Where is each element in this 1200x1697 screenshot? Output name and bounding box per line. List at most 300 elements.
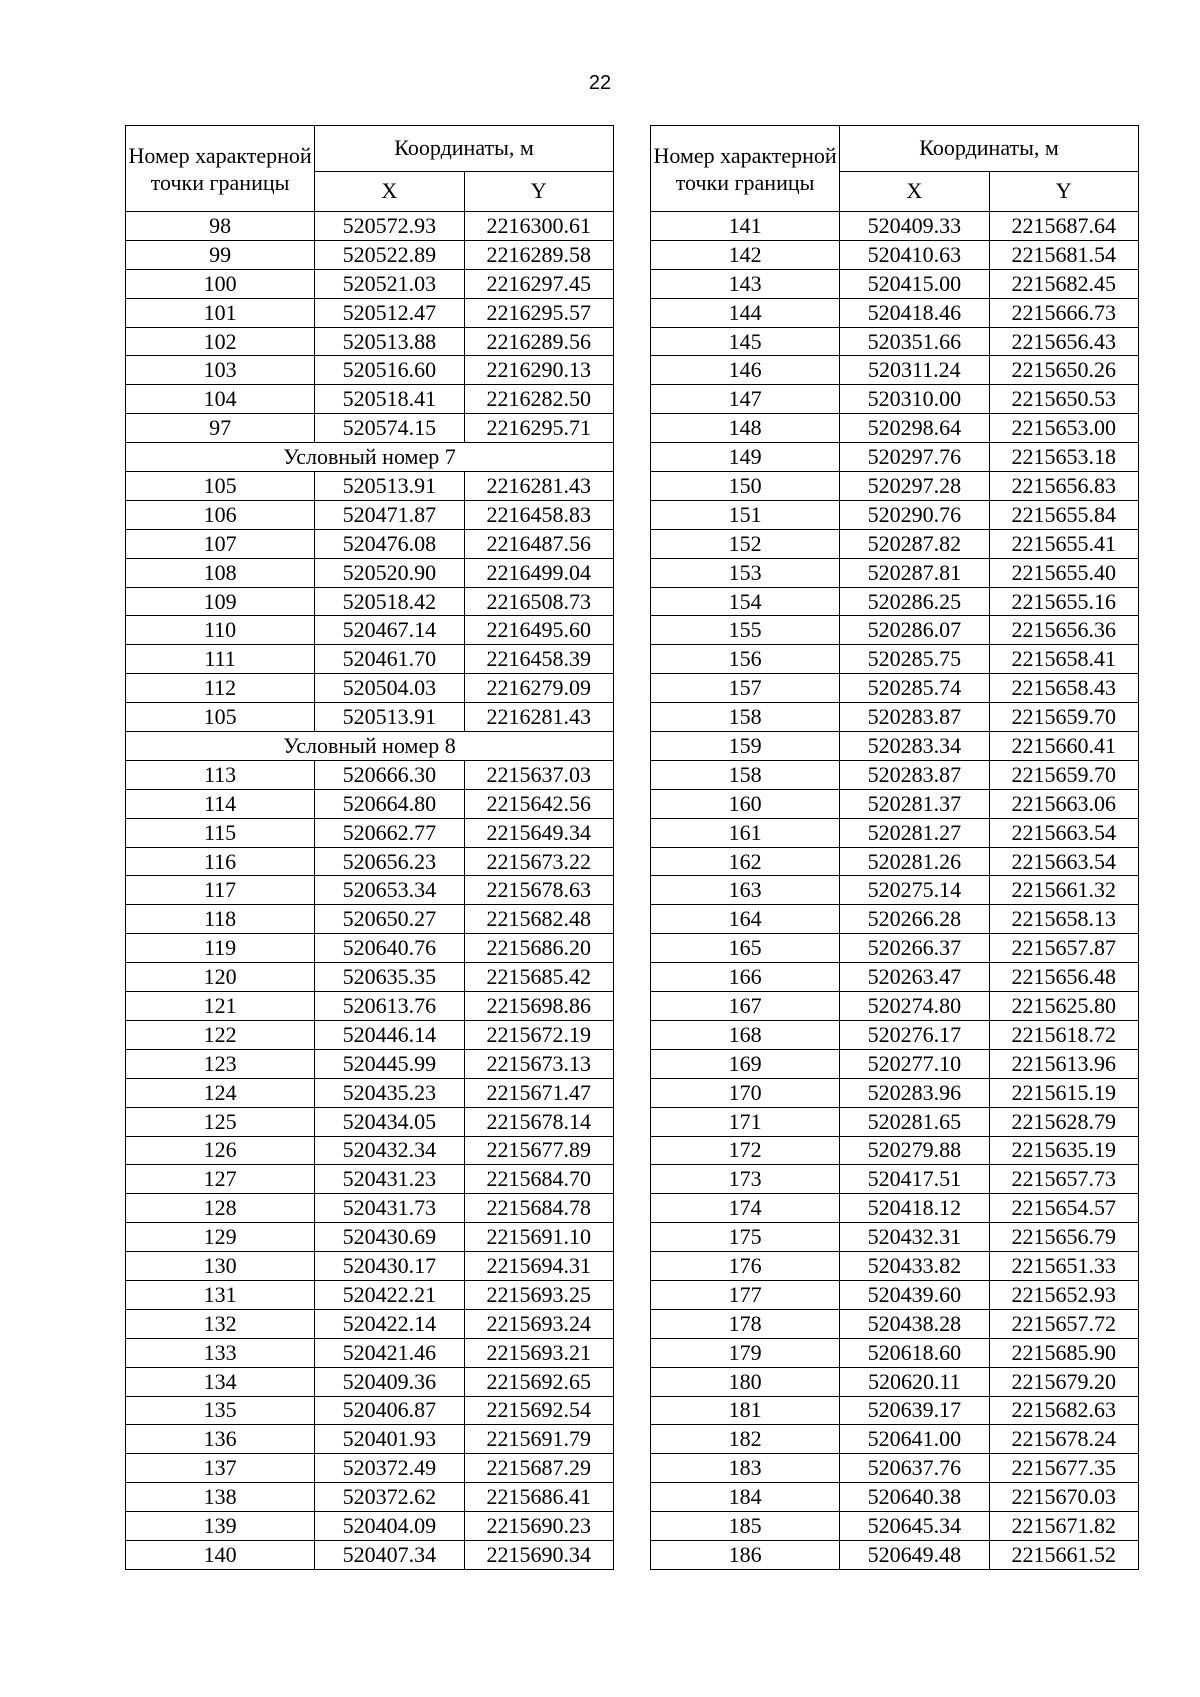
table-row — [651, 327, 1139, 356]
section-row — [126, 732, 614, 761]
table-row — [126, 1396, 614, 1425]
x-coordinate-cell: 520432.31 — [840, 1223, 989, 1252]
table-row — [126, 1367, 614, 1396]
table-row — [651, 1512, 1139, 1541]
y-coordinate-cell: 2215655.41 — [989, 529, 1139, 558]
x-coordinate-cell: 520640.38 — [840, 1483, 989, 1512]
y-coordinate-cell: 2215659.70 — [989, 760, 1139, 789]
y-coordinate-cell: 2215693.24 — [464, 1309, 614, 1338]
table-row — [651, 1107, 1139, 1136]
y-coordinate-cell: 2215682.63 — [989, 1396, 1139, 1425]
point-number-cell: 160 — [651, 789, 840, 818]
y-coordinate-cell: 2216458.39 — [464, 645, 614, 674]
table-row — [651, 385, 1139, 414]
x-coordinate-cell: 520656.23 — [315, 847, 464, 876]
x-coordinate-cell: 520285.74 — [840, 674, 989, 703]
point-number-cell: 186 — [651, 1540, 840, 1569]
table-row — [126, 1165, 614, 1194]
table-row — [651, 732, 1139, 761]
x-coordinate-cell: 520298.64 — [840, 414, 989, 443]
point-number-cell: 162 — [651, 847, 840, 876]
point-number-cell: 135 — [126, 1396, 315, 1425]
point-number-cell: 180 — [651, 1367, 840, 1396]
x-coordinate-cell: 520274.80 — [840, 992, 989, 1021]
y-coordinate-cell: 2215691.10 — [464, 1223, 614, 1252]
table-row — [126, 385, 614, 414]
point-number-cell: 129 — [126, 1223, 315, 1252]
coordinates-body-right — [651, 212, 1139, 1570]
x-coordinate-cell: 520664.80 — [315, 789, 464, 818]
point-number-cell: 156 — [651, 645, 840, 674]
point-number-cell: 182 — [651, 1425, 840, 1454]
x-coordinate-cell: 520279.88 — [840, 1136, 989, 1165]
y-coordinate-cell: 2215690.34 — [464, 1540, 614, 1569]
x-coordinate-cell: 520286.25 — [840, 587, 989, 616]
y-coordinate-cell: 2215679.20 — [989, 1367, 1139, 1396]
y-coordinate-cell: 2215690.23 — [464, 1512, 614, 1541]
point-number-cell: 105 — [126, 703, 315, 732]
point-number-cell: 121 — [126, 992, 315, 1021]
table-row — [651, 1454, 1139, 1483]
x-coordinate-cell: 520311.24 — [840, 356, 989, 385]
x-coordinate-cell: 520574.15 — [315, 414, 464, 443]
x-coordinate-cell: 520287.82 — [840, 529, 989, 558]
x-coordinate-cell: 520281.37 — [840, 789, 989, 818]
point-number-cell: 173 — [651, 1165, 840, 1194]
y-coordinate-cell: 2215692.65 — [464, 1367, 614, 1396]
point-number-cell: 178 — [651, 1309, 840, 1338]
y-coordinate-cell: 2215681.54 — [989, 240, 1139, 269]
table-row — [126, 500, 614, 529]
x-coordinate-cell: 520285.75 — [840, 645, 989, 674]
x-coordinate-cell: 520653.34 — [315, 876, 464, 905]
point-number-header: Номер характерной точки границы — [126, 126, 315, 212]
table-row — [651, 818, 1139, 847]
x-coordinate-cell: 520635.35 — [315, 963, 464, 992]
point-number-cell: 168 — [651, 1020, 840, 1049]
point-number-cell: 169 — [651, 1049, 840, 1078]
point-number-cell: 97 — [126, 414, 315, 443]
y-coordinate-cell: 2215658.43 — [989, 674, 1139, 703]
table-row — [651, 616, 1139, 645]
x-coordinate-cell: 520430.69 — [315, 1223, 464, 1252]
y-coordinate-cell: 2215637.03 — [464, 760, 614, 789]
x-coordinate-cell: 520351.66 — [840, 327, 989, 356]
point-number-cell: 105 — [126, 472, 315, 501]
x-coordinate-cell: 520641.00 — [840, 1425, 989, 1454]
coordinates-header: Координаты, м — [315, 126, 614, 172]
y-coordinate-cell: 2215660.41 — [989, 732, 1139, 761]
table-row — [126, 789, 614, 818]
table-row — [651, 472, 1139, 501]
point-number-cell: 132 — [126, 1309, 315, 1338]
point-number-cell: 109 — [126, 587, 315, 616]
table-row — [651, 1540, 1139, 1569]
y-coordinate-cell: 2215653.00 — [989, 414, 1139, 443]
x-coordinate-cell: 520512.47 — [315, 298, 464, 327]
point-number-cell: 136 — [126, 1425, 315, 1454]
point-number-cell: 134 — [126, 1367, 315, 1396]
point-number-cell: 127 — [126, 1165, 315, 1194]
x-coordinate-cell: 520513.88 — [315, 327, 464, 356]
y-coordinate-cell: 2215673.13 — [464, 1049, 614, 1078]
x-coordinate-cell: 520404.09 — [315, 1512, 464, 1541]
x-coordinate-cell: 520438.28 — [840, 1309, 989, 1338]
x-coordinate-cell: 520401.93 — [315, 1425, 464, 1454]
x-header: X — [315, 171, 464, 211]
x-coordinate-cell: 520287.81 — [840, 558, 989, 587]
x-header: X — [840, 171, 989, 211]
y-coordinate-cell: 2215670.03 — [989, 1483, 1139, 1512]
table-row — [126, 992, 614, 1021]
y-coordinate-cell: 2216279.09 — [464, 674, 614, 703]
section-title: Условный номер 8 — [126, 732, 614, 761]
y-coordinate-cell: 2215661.52 — [989, 1540, 1139, 1569]
x-coordinate-cell: 520435.23 — [315, 1078, 464, 1107]
point-number-cell: 145 — [651, 327, 840, 356]
y-coordinate-cell: 2216289.56 — [464, 327, 614, 356]
point-number-cell: 164 — [651, 905, 840, 934]
x-coordinate-cell: 520281.26 — [840, 847, 989, 876]
table-row — [651, 1136, 1139, 1165]
table-row — [126, 212, 614, 241]
y-coordinate-cell: 2215654.57 — [989, 1194, 1139, 1223]
table-row — [651, 414, 1139, 443]
x-coordinate-cell: 520513.91 — [315, 703, 464, 732]
table-row — [651, 269, 1139, 298]
y-coordinate-cell: 2215628.79 — [989, 1107, 1139, 1136]
table-row — [126, 1512, 614, 1541]
y-coordinate-cell: 2215650.53 — [989, 385, 1139, 414]
table-row — [126, 529, 614, 558]
x-coordinate-cell: 520618.60 — [840, 1338, 989, 1367]
point-number-cell: 125 — [126, 1107, 315, 1136]
x-coordinate-cell: 520572.93 — [315, 212, 464, 241]
x-coordinate-cell: 520310.00 — [840, 385, 989, 414]
table-row — [126, 1049, 614, 1078]
table-row — [651, 789, 1139, 818]
y-coordinate-cell: 2216295.57 — [464, 298, 614, 327]
table-row — [651, 1165, 1139, 1194]
point-number-cell: 101 — [126, 298, 315, 327]
point-number-cell: 151 — [651, 500, 840, 529]
x-coordinate-cell: 520476.08 — [315, 529, 464, 558]
point-number-cell: 165 — [651, 934, 840, 963]
table-row — [126, 616, 614, 645]
point-number-cell: 174 — [651, 1194, 840, 1223]
table-row — [651, 963, 1139, 992]
x-coordinate-cell: 520422.14 — [315, 1309, 464, 1338]
x-coordinate-cell: 520266.37 — [840, 934, 989, 963]
point-number-cell: 142 — [651, 240, 840, 269]
point-number-cell: 177 — [651, 1280, 840, 1309]
y-coordinate-cell: 2216295.71 — [464, 414, 614, 443]
point-number-cell: 141 — [651, 212, 840, 241]
point-number-cell: 103 — [126, 356, 315, 385]
y-coordinate-cell: 2215671.47 — [464, 1078, 614, 1107]
table-row — [126, 645, 614, 674]
y-coordinate-cell: 2215682.45 — [989, 269, 1139, 298]
y-coordinate-cell: 2216458.83 — [464, 500, 614, 529]
table-row — [651, 443, 1139, 472]
x-coordinate-cell: 520422.21 — [315, 1280, 464, 1309]
point-number-cell: 143 — [651, 269, 840, 298]
point-number-cell: 138 — [126, 1483, 315, 1512]
x-coordinate-cell: 520522.89 — [315, 240, 464, 269]
point-number-cell: 159 — [651, 732, 840, 761]
table-row — [651, 1280, 1139, 1309]
y-coordinate-cell: 2216499.04 — [464, 558, 614, 587]
y-coordinate-cell: 2215678.14 — [464, 1107, 614, 1136]
y-coordinate-cell: 2215651.33 — [989, 1252, 1139, 1281]
table-row — [126, 414, 614, 443]
y-coordinate-cell: 2215685.42 — [464, 963, 614, 992]
x-coordinate-cell: 520434.05 — [315, 1107, 464, 1136]
y-coordinate-cell: 2215692.54 — [464, 1396, 614, 1425]
x-coordinate-cell: 520283.96 — [840, 1078, 989, 1107]
table-row — [651, 876, 1139, 905]
point-number-cell: 152 — [651, 529, 840, 558]
point-number-cell: 130 — [126, 1252, 315, 1281]
x-coordinate-cell: 520431.23 — [315, 1165, 464, 1194]
table-row — [651, 1338, 1139, 1367]
x-coordinate-cell: 520281.27 — [840, 818, 989, 847]
point-number-cell: 163 — [651, 876, 840, 905]
point-number-cell: 185 — [651, 1512, 840, 1541]
table-row — [126, 703, 614, 732]
point-number-cell: 161 — [651, 818, 840, 847]
x-coordinate-cell: 520297.28 — [840, 472, 989, 501]
y-coordinate-cell: 2215659.70 — [989, 703, 1139, 732]
point-number-cell: 119 — [126, 934, 315, 963]
table-row — [651, 240, 1139, 269]
table-row — [651, 587, 1139, 616]
table-row — [126, 1540, 614, 1569]
x-coordinate-cell: 520662.77 — [315, 818, 464, 847]
y-coordinate-cell: 2216290.13 — [464, 356, 614, 385]
point-number-cell: 176 — [651, 1252, 840, 1281]
x-coordinate-cell: 520666.30 — [315, 760, 464, 789]
y-coordinate-cell: 2215657.73 — [989, 1165, 1139, 1194]
point-number-cell: 150 — [651, 472, 840, 501]
page-number: 22 — [588, 72, 612, 94]
x-coordinate-cell: 520518.41 — [315, 385, 464, 414]
y-coordinate-cell: 2215661.32 — [989, 876, 1139, 905]
x-coordinate-cell: 520637.76 — [840, 1454, 989, 1483]
y-coordinate-cell: 2215656.83 — [989, 472, 1139, 501]
y-coordinate-cell: 2215687.64 — [989, 212, 1139, 241]
y-coordinate-cell: 2216508.73 — [464, 587, 614, 616]
y-coordinate-cell: 2215655.40 — [989, 558, 1139, 587]
point-number-cell: 98 — [126, 212, 315, 241]
x-coordinate-cell: 520276.17 — [840, 1020, 989, 1049]
point-number-cell: 181 — [651, 1396, 840, 1425]
table-row — [651, 1252, 1139, 1281]
table-row — [126, 1078, 614, 1107]
y-coordinate-cell: 2215650.26 — [989, 356, 1139, 385]
table-row — [651, 760, 1139, 789]
y-coordinate-cell: 2215652.93 — [989, 1280, 1139, 1309]
table-row — [126, 1425, 614, 1454]
point-number-cell: 154 — [651, 587, 840, 616]
y-coordinate-cell: 2215649.34 — [464, 818, 614, 847]
point-number-cell: 117 — [126, 876, 315, 905]
point-number-cell: 111 — [126, 645, 315, 674]
point-number-cell: 158 — [651, 703, 840, 732]
x-coordinate-cell: 520263.47 — [840, 963, 989, 992]
x-coordinate-cell: 520286.07 — [840, 616, 989, 645]
table-row — [651, 1425, 1139, 1454]
point-number-cell: 118 — [126, 905, 315, 934]
point-number-cell: 158 — [651, 760, 840, 789]
point-number-cell: 133 — [126, 1338, 315, 1367]
point-number-cell: 153 — [651, 558, 840, 587]
y-coordinate-cell: 2216300.61 — [464, 212, 614, 241]
x-coordinate-cell: 520640.76 — [315, 934, 464, 963]
point-number-cell: 113 — [126, 760, 315, 789]
x-coordinate-cell: 520650.27 — [315, 905, 464, 934]
table-row — [126, 1338, 614, 1367]
table-row — [651, 847, 1139, 876]
point-number-cell: 139 — [126, 1512, 315, 1541]
y-coordinate-cell: 2216495.60 — [464, 616, 614, 645]
y-coordinate-cell: 2215655.16 — [989, 587, 1139, 616]
y-coordinate-cell: 2216281.43 — [464, 472, 614, 501]
x-coordinate-cell: 520445.99 — [315, 1049, 464, 1078]
table-row — [126, 558, 614, 587]
x-coordinate-cell: 520467.14 — [315, 616, 464, 645]
y-coordinate-cell: 2215625.80 — [989, 992, 1139, 1021]
table-row — [651, 1223, 1139, 1252]
y-coordinate-cell: 2215682.48 — [464, 905, 614, 934]
x-coordinate-cell: 520461.70 — [315, 645, 464, 674]
point-number-cell: 106 — [126, 500, 315, 529]
table-row — [651, 1194, 1139, 1223]
y-coordinate-cell: 2215677.89 — [464, 1136, 614, 1165]
y-coordinate-cell: 2215694.31 — [464, 1252, 614, 1281]
x-coordinate-cell: 520410.63 — [840, 240, 989, 269]
point-number-cell: 170 — [651, 1078, 840, 1107]
x-coordinate-cell: 520290.76 — [840, 500, 989, 529]
y-coordinate-cell: 2215693.25 — [464, 1280, 614, 1309]
section-row — [126, 443, 614, 472]
table-row — [651, 703, 1139, 732]
x-coordinate-cell: 520266.28 — [840, 905, 989, 934]
table-row — [126, 356, 614, 385]
table-row — [126, 905, 614, 934]
table-row — [651, 645, 1139, 674]
coordinates-body-left — [126, 212, 614, 1570]
x-coordinate-cell: 520421.46 — [315, 1338, 464, 1367]
x-coordinate-cell: 520283.34 — [840, 732, 989, 761]
y-coordinate-cell: 2215656.36 — [989, 616, 1139, 645]
point-number-cell: 124 — [126, 1078, 315, 1107]
y-coordinate-cell: 2215678.24 — [989, 1425, 1139, 1454]
y-coordinate-cell: 2216487.56 — [464, 529, 614, 558]
y-coordinate-cell: 2215671.82 — [989, 1512, 1139, 1541]
y-coordinate-cell: 2216282.50 — [464, 385, 614, 414]
y-coordinate-cell: 2215656.79 — [989, 1223, 1139, 1252]
y-coordinate-cell: 2215673.22 — [464, 847, 614, 876]
x-coordinate-cell: 520639.17 — [840, 1396, 989, 1425]
point-number-cell: 175 — [651, 1223, 840, 1252]
table-row — [651, 558, 1139, 587]
table-row — [126, 587, 614, 616]
table-row — [651, 500, 1139, 529]
x-coordinate-cell: 520520.90 — [315, 558, 464, 587]
table-row — [126, 327, 614, 356]
table-row — [651, 529, 1139, 558]
point-number-cell: 146 — [651, 356, 840, 385]
coordinates-header: Координаты, м — [840, 126, 1139, 172]
point-number-cell: 112 — [126, 674, 315, 703]
x-coordinate-cell: 520433.82 — [840, 1252, 989, 1281]
x-coordinate-cell: 520504.03 — [315, 674, 464, 703]
table-row — [651, 1049, 1139, 1078]
table-row — [126, 1454, 614, 1483]
y-coordinate-cell: 2215685.90 — [989, 1338, 1139, 1367]
point-number-cell: 108 — [126, 558, 315, 587]
table-row — [651, 1367, 1139, 1396]
point-number-cell: 149 — [651, 443, 840, 472]
point-number-cell: 183 — [651, 1454, 840, 1483]
y-coordinate-cell: 2215658.41 — [989, 645, 1139, 674]
point-number-cell: 137 — [126, 1454, 315, 1483]
table-row — [126, 963, 614, 992]
x-coordinate-cell: 520518.42 — [315, 587, 464, 616]
table-row — [126, 1020, 614, 1049]
point-number-cell: 157 — [651, 674, 840, 703]
y-coordinate-cell: 2215663.06 — [989, 789, 1139, 818]
x-coordinate-cell: 520613.76 — [315, 992, 464, 1021]
x-coordinate-cell: 520372.49 — [315, 1454, 464, 1483]
y-header: Y — [989, 171, 1139, 211]
y-coordinate-cell: 2215691.79 — [464, 1425, 614, 1454]
point-number-cell: 166 — [651, 963, 840, 992]
x-coordinate-cell: 520513.91 — [315, 472, 464, 501]
table-row — [651, 992, 1139, 1021]
y-coordinate-cell: 2215693.21 — [464, 1338, 614, 1367]
y-header: Y — [464, 171, 614, 211]
table-row — [651, 1396, 1139, 1425]
x-coordinate-cell: 520418.12 — [840, 1194, 989, 1223]
y-coordinate-cell: 2215663.54 — [989, 818, 1139, 847]
x-coordinate-cell: 520471.87 — [315, 500, 464, 529]
point-number-cell: 171 — [651, 1107, 840, 1136]
point-number-cell: 167 — [651, 992, 840, 1021]
table-row — [651, 934, 1139, 963]
y-coordinate-cell: 2215698.86 — [464, 992, 614, 1021]
table-row — [126, 876, 614, 905]
table-row — [651, 1020, 1139, 1049]
point-number-cell: 128 — [126, 1194, 315, 1223]
x-coordinate-cell: 520516.60 — [315, 356, 464, 385]
table-row — [126, 847, 614, 876]
y-coordinate-cell: 2215687.29 — [464, 1454, 614, 1483]
table-row — [126, 472, 614, 501]
table-row — [651, 905, 1139, 934]
coordinates-table-left — [125, 125, 614, 1570]
y-coordinate-cell: 2215657.72 — [989, 1309, 1139, 1338]
x-coordinate-cell: 520406.87 — [315, 1396, 464, 1425]
table-row — [126, 1252, 614, 1281]
x-coordinate-cell: 520620.11 — [840, 1367, 989, 1396]
table-row — [126, 1483, 614, 1512]
point-number-cell: 116 — [126, 847, 315, 876]
x-coordinate-cell: 520431.73 — [315, 1194, 464, 1223]
y-coordinate-cell: 2215656.43 — [989, 327, 1139, 356]
coordinates-table-right — [650, 125, 1139, 1570]
